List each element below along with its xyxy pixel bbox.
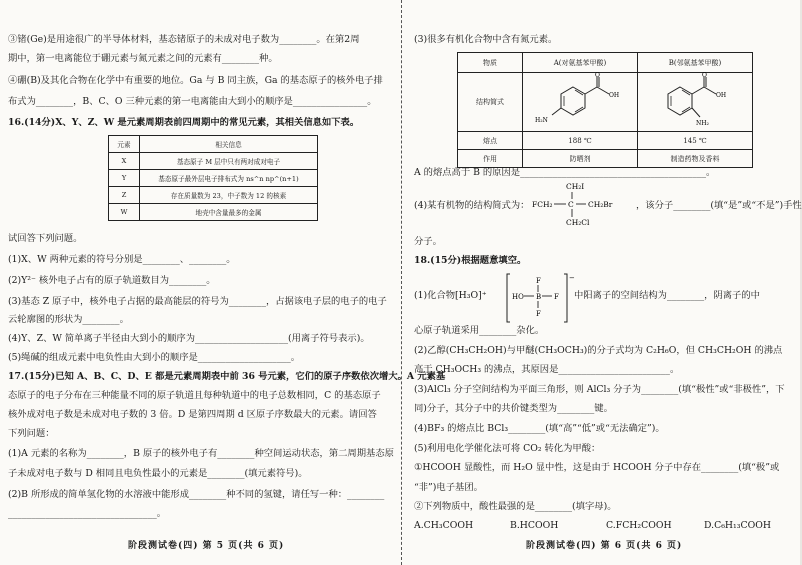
q16-cell: Z <box>109 187 140 204</box>
q16-cell: 基态原子最外层电子排布式为 ns^n np^(n+1) <box>140 170 318 187</box>
q16-header-info: 相关信息 <box>140 136 318 153</box>
para-aminobenzoic-acid-structure <box>525 73 635 129</box>
group-ch2br: CH₂Br <box>588 200 613 209</box>
q16-line: (1)X、W 两种元素的符号分别是________、________。 <box>8 254 236 265</box>
q3-after: A 的熔点高于 B 的原因是________________________________________。 <box>414 167 716 178</box>
atom-f-top: F <box>536 277 541 285</box>
left-page-footer: 阶段测试卷(四) 第 5 页(共 6 页) <box>128 541 285 551</box>
group-ch2i: CH₂I <box>566 182 585 191</box>
q4-end: 分子。 <box>414 236 442 247</box>
q18-line: 高于 CH₃OCH₃ 的沸点，其原因是________________________。 <box>414 364 680 375</box>
group-fch2: FCH₂ <box>532 200 553 209</box>
option-d: D.C₆H₁₃COOH <box>704 520 771 531</box>
atom-oh: OH <box>609 92 620 99</box>
central-carbon: C <box>568 200 574 209</box>
q18-title: 18.(15分)根据题意填空。 <box>414 255 527 266</box>
q16-table <box>108 135 318 221</box>
q16-line: (2)Y²⁻ 核外电子占有的原子轨道数目为________。 <box>8 275 216 286</box>
q17-line: 态原子的电子分布在三种能量不同的原子轨道且每种轨道中的电子总数相同，C 的基态原子 <box>8 390 381 401</box>
atom-f-right: F <box>554 293 559 301</box>
q16-cell: X <box>109 153 140 170</box>
group-ch2cl: CH₂Cl <box>566 218 590 227</box>
q16-header-element: 元素 <box>109 136 140 153</box>
q17-line: (1)A 元素的名称为________，B 原子的核外电子有________种空间运动状态，第二周期基态原 <box>8 448 394 459</box>
q17-line: ________________________________。 <box>8 508 167 519</box>
atom-ho: HO <box>512 293 524 301</box>
q3-melting-b: 145 ℃ <box>638 132 753 150</box>
atom-b: B <box>536 293 542 301</box>
q3-structure-label: 结构简式 <box>458 73 523 132</box>
structure-b <box>638 73 753 132</box>
q17-line: 核外成对电子数是未成对电子数的 3 倍。D 是第四周期 d 区原子序数最大的元素。请回答 <box>8 409 377 420</box>
q18-line: ②下列物质中，酸性最强的是________(填字母)。 <box>414 501 617 512</box>
q3-use-b: 制造药物及香料 <box>638 150 753 168</box>
q3-table <box>457 52 753 168</box>
atom-oh: OH <box>716 92 727 99</box>
table-row <box>109 153 318 170</box>
intro-line-2: 期中，第一电离能位于硼元素与氮元素之间的元素有________种。 <box>8 53 278 64</box>
q16-cell: Y <box>109 170 140 187</box>
option-b: B.HCOOH <box>510 520 559 531</box>
q16-title: 16.(14分)X、Y、Z、W 是元素周期表前四周期中的常见元素，其相关信息如下表。 <box>8 117 360 128</box>
q16-line: 云轮廓图的形状为________。 <box>8 314 129 325</box>
q18-line: “非”)电子基团。 <box>414 482 483 493</box>
atom-h2n: H₂N <box>535 117 548 124</box>
bf3oh-anion-structure <box>506 272 574 324</box>
q3-header: 物质 <box>458 53 523 73</box>
q16-cell: 地壳中含量最多的金属 <box>140 204 318 221</box>
q3-melting-a: 188 ℃ <box>523 132 638 150</box>
right-page-footer: 阶段测试卷(四) 第 6 页(共 6 页) <box>526 541 683 551</box>
q18-line: (4)BF₃ 的熔点比 BCl₃________(填“高”“低”或“无法确定”)。 <box>414 423 665 434</box>
q16-line: 试回答下列问题。 <box>8 233 83 244</box>
q16-line: (3)基态 Z 原子中，核外电子占据的最高能层的符号为________，占据该电子层的电子的电子 <box>8 296 387 307</box>
q3-title: (3)很多有机化合物中含有氮元素。 <box>414 34 558 45</box>
q3-melting-label: 熔点 <box>458 132 523 150</box>
table-row <box>109 204 318 221</box>
q16-line: (5)绳碱的组成元素中电负性由大到小的顺序是____________________。 <box>8 352 301 363</box>
intro-line-1: ③锗(Ge)是用途很广的半导体材料，基态锗原子的未成对电子数为________。在第2周 <box>8 34 360 45</box>
page-divider <box>401 0 402 565</box>
intro-line-3: ④硼(B)及其化合物在化学中有重要的地位。Ga 与 B 同主族，Ga 的基态原子的核外电子排 <box>8 75 383 86</box>
q3-header: B(邻氨基苯甲酸) <box>638 53 753 73</box>
q18-line: (3)AlCl₃ 分子空间结构为平面三角形，则 AlCl₃ 分子为________(填“极性”或“非极性”，下 <box>414 384 785 395</box>
svg-text:−: − <box>569 274 575 282</box>
q4-prefix: (4)某有机物的结构简式为： <box>414 200 530 211</box>
q4-suffix: ，该分子________(填“是”或“不是”)手性 <box>636 200 802 211</box>
q16-line: (4)Y、Z、W 简单离子半径由大到小的顺序为____________________(用离子符号表示)。 <box>8 333 370 344</box>
q17-line: 下列问题： <box>8 428 55 439</box>
q3-header: A(对氨基苯甲酸) <box>523 53 638 73</box>
q18-line: (5)利用电化学催化法可将 CO₂ 转化为甲酸： <box>414 443 601 454</box>
q18-1-suffix: 中阳离子的空间结构为________，阴离子的中 <box>574 290 760 301</box>
option-c: C.FCH₂COOH <box>606 520 672 531</box>
option-a: A.CH₃COOH <box>414 520 474 531</box>
atom-f-bottom: F <box>536 310 541 318</box>
q18-line: (2)乙醇(CH₃CH₂OH)与甲醚(CH₃OCH₃)的分子式均为 C₂H₆O，但 CH₃CH₂OH 的沸点 <box>414 345 783 356</box>
q18-line: 同)分子，其分子中的共价键类型为________键。 <box>414 403 613 414</box>
q18-1-prefix: (1)化合物[H₃O]⁺ <box>414 290 487 301</box>
table-row <box>109 187 318 204</box>
q3-use-a: 防晒剂 <box>523 150 638 168</box>
q17-line: 17.(15分)已知 A、B、C、D、E 都是元素周期表中前 36 号元素，它们的原子序数依次增大。A 元素基 <box>8 371 446 382</box>
structure-a <box>523 73 638 132</box>
q16-cell: 基态原子 M 层中只有两对成对电子 <box>140 153 318 170</box>
q16-cell: 存在质量数为 23，中子数为 12 的核素 <box>140 187 318 204</box>
atom-o: O <box>702 72 707 79</box>
intro-line-4: 布式为________，B、C、O 三种元素的第一电离能由大到小的顺序是________________。 <box>8 96 377 107</box>
right-page <box>414 0 802 565</box>
q16-cell: W <box>109 204 140 221</box>
q4-structural-formula <box>532 180 636 232</box>
atom-nh2: NH₂ <box>696 120 709 127</box>
ortho-aminobenzoic-acid-structure <box>640 73 750 129</box>
atom-o: O <box>595 72 600 79</box>
q18-line: 心原子轨道采用________杂化。 <box>414 325 545 336</box>
q3-use-label: 作用 <box>458 150 523 168</box>
q17-line: (2)B 所形成的简单氢化物的水溶液中能形成________种不同的氢键，请任写一种：________ <box>8 489 385 500</box>
q17-line: 子未成对电子数与 D 相同且电负性最小的元素是________(填元素符号)。 <box>8 468 308 479</box>
table-row <box>109 170 318 187</box>
q18-line: ①HCOOH 显酸性，而 H₂O 显中性，这是由于 HCOOH 分子中存在________(填“极”或 <box>414 462 780 473</box>
